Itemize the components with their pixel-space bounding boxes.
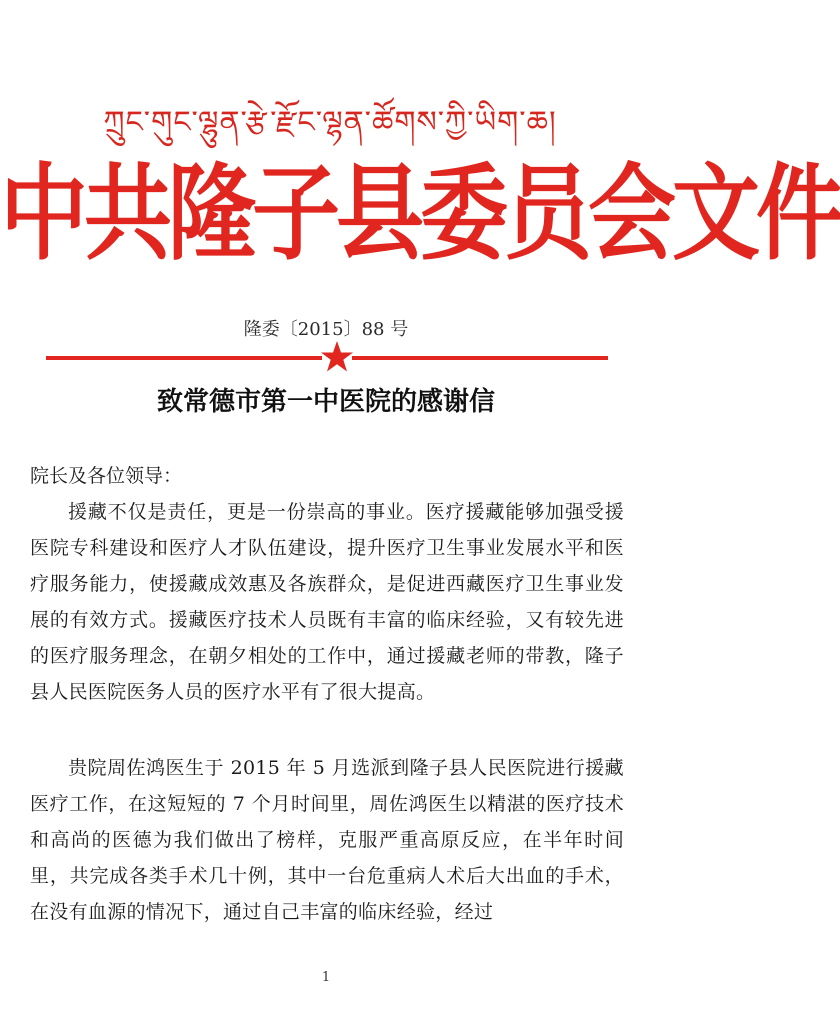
page-number: 1 — [321, 970, 331, 985]
red-star-icon — [320, 340, 354, 374]
letter-title: 致常德市第一中医院的感谢信 — [156, 387, 495, 417]
letter-paragraph-2: 贵院周佐鸿医生于 2015 年 5 月选派到隆子县人民医院进行援藏医疗工作，在这短短的 7 个月时间里，周佐鸿医生以精湛的医疗技术和高尚的医德为我们做出了榜样，克服严重高原反应，在半年时间里，共完成各类手术几十例，其中一台危重病人术后大出血的手术，在没有血源的情况下，通过自己丰富的临床经验，经过 — [30, 757, 624, 923]
red-rule-left — [46, 356, 322, 360]
letter-salutation: 院长及各位领导： — [30, 465, 183, 487]
document-masthead: 中共隆子县委员会文件 — [0, 151, 840, 275]
red-rule-right — [352, 356, 608, 360]
letter-paragraph-1: 援藏不仅是责任，更是一份崇高的事业。医疗援藏能够加强受援医院专科建设和医疗人才队伍建设，提升医疗卫生事业发展水平和医疗服务能力，使援藏成效惠及各族群众，是促进西藏医疗卫生事业发展的有效方式。援藏医疗技术人员既有丰富的临床经验，又有较先进的医疗服务理念，在朝夕相处的工作中，通过援藏老师的带教，隆子县人民医院医务人员的医疗水平有了很大提高。 — [30, 501, 624, 703]
tibetan-header-line: ཀྲུང་གུང་ལྷུན་རྩེ་རྫོང་ལྷན་ཚོགས་ཀྱི་ཡིག་ཆ། — [103, 105, 557, 140]
document-number: 隆委〔2015〕88 号 — [243, 319, 409, 340]
